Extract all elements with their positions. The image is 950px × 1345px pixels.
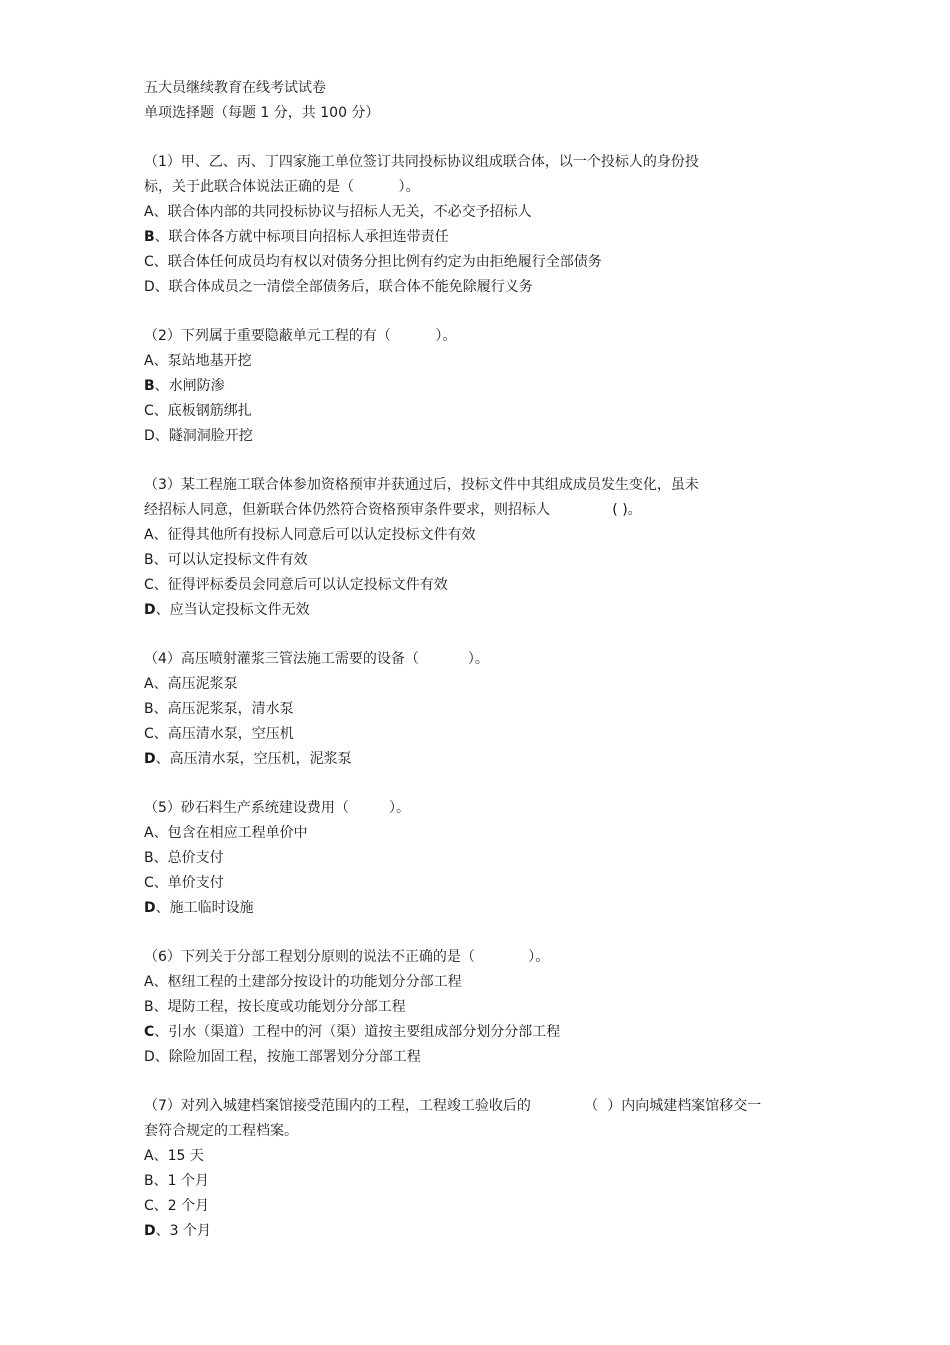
answer-option (144, 871, 804, 896)
answer-option (144, 1194, 804, 1219)
option-text: 高压泥浆泵，清水泵 (167, 701, 294, 717)
option-separator: 、 (153, 825, 168, 841)
document-title: 五大员继续教育在线考试试卷 (144, 80, 326, 96)
option-text: 高压泥浆泵 (167, 676, 238, 692)
option-text: 3 个月 (169, 1223, 211, 1239)
answer-option (144, 200, 804, 225)
option-separator: 、 (154, 428, 169, 444)
answer-option (144, 250, 804, 275)
option-separator: 、 (153, 875, 168, 891)
option-letter: D (144, 900, 156, 916)
answer-option (144, 995, 804, 1020)
option-separator: 、 (155, 751, 170, 767)
option-letter: D (144, 751, 156, 767)
option-letter: C (144, 726, 154, 742)
option-separator: 、 (154, 378, 169, 394)
option-separator: 、 (153, 726, 168, 742)
option-separator: 、 (153, 974, 168, 990)
option-text: 高压清水泵，空压机，泥浆泵 (169, 751, 352, 767)
exam-page (144, 76, 804, 1244)
option-text: 2 个月 (167, 1198, 210, 1214)
option-letter: C (144, 403, 154, 419)
question-block (144, 324, 804, 449)
question-stem: （2）下列属于重要隐蔽单元工程的有（ ）。 (144, 328, 457, 344)
answer-option (144, 697, 804, 722)
question-stem: （4）高压喷射灌浆三管法施工需要的设备（ ）。 (144, 651, 489, 667)
option-separator: 、 (153, 676, 168, 692)
question-stem: （1）甲、乙、丙、丁四家施工单位签订共同投标协议组成联合体，以一个投标人的身份投 标，关于此联合体说法正确的是（ ）。 (144, 154, 699, 195)
answer-option (144, 896, 804, 921)
option-text: 水闸防渗 (168, 378, 225, 394)
question-stem: （7）对列入城建档案馆接受范围内的工程，工程竣工验收后的 （ ）内向城建档案馆移交一 套符合规定的工程档案。 (144, 1098, 762, 1139)
option-letter: A (144, 676, 154, 692)
question-stem: （5）砂石料生产系统建设费用（ ）。 (144, 800, 410, 816)
option-text: 泵站地基开挖 (167, 353, 252, 369)
option-letter: C (144, 875, 154, 891)
answer-option (144, 1169, 804, 1194)
option-separator: 、 (153, 701, 168, 717)
answer-option (144, 1045, 804, 1070)
question-block (144, 945, 804, 1070)
option-separator: 、 (153, 254, 168, 270)
option-letter: A (144, 825, 154, 841)
answer-option (144, 374, 804, 399)
option-separator: 、 (153, 1198, 168, 1214)
option-separator: 、 (153, 403, 168, 419)
option-separator: 、 (153, 527, 168, 543)
option-separator: 、 (153, 999, 168, 1015)
option-separator: 、 (155, 602, 170, 618)
option-letter: B (144, 1173, 154, 1189)
answer-option (144, 523, 804, 548)
option-letter: B (144, 999, 154, 1015)
answer-option (144, 399, 804, 424)
question-stem: （6）下列关于分部工程划分原则的说法不正确的是（ ）。 (144, 949, 550, 965)
option-text: 引水（渠道）工程中的河（渠）道按主要组成部分划分分部工程 (168, 1024, 561, 1040)
question-block (144, 647, 804, 772)
option-letter: A (144, 1148, 154, 1164)
option-text: 应当认定投标文件无效 (169, 602, 310, 618)
option-text: 枢纽工程的土建部分按设计的功能划分分部工程 (167, 974, 462, 990)
option-separator: 、 (153, 850, 168, 866)
option-text: 征得评标委员会同意后可以认定投标文件有效 (167, 577, 448, 593)
answer-option (144, 573, 804, 598)
answer-option (144, 598, 804, 623)
option-letter: D (144, 1049, 155, 1065)
question-block (144, 150, 804, 300)
option-letter: A (144, 204, 154, 220)
answer-option (144, 275, 804, 300)
option-text: 除险加固工程，按施工部署划分分部工程 (168, 1049, 421, 1065)
question-block (144, 1094, 804, 1244)
option-separator: 、 (153, 204, 168, 220)
question-block (144, 796, 804, 921)
option-letter: A (144, 527, 154, 543)
option-letter: A (144, 353, 154, 369)
option-text: 可以认定投标文件有效 (167, 552, 308, 568)
option-separator: 、 (154, 1049, 169, 1065)
option-text: 包含在相应工程单价中 (167, 825, 308, 841)
option-text: 高压清水泵，空压机 (167, 726, 294, 742)
option-letter: D (144, 602, 156, 618)
option-text: 隧洞洞脸开挖 (168, 428, 253, 444)
option-letter: B (144, 229, 155, 245)
option-letter: D (144, 279, 155, 295)
answer-option (144, 1020, 804, 1045)
option-letter: C (144, 1198, 154, 1214)
answer-option (144, 672, 804, 697)
option-separator: 、 (153, 577, 168, 593)
option-separator: 、 (154, 1024, 169, 1040)
option-separator: 、 (154, 279, 169, 295)
answer-option (144, 1144, 804, 1169)
option-letter: A (144, 974, 154, 990)
question-block (144, 473, 804, 623)
option-text: 堤防工程，按长度或功能划分分部工程 (167, 999, 406, 1015)
answer-option (144, 349, 804, 374)
question-stem: （3）某工程施工联合体参加资格预审并获通过后，投标文件中其组成成员发生变化，虽未 经招标人同意，但新联合体仍然符合资格预审条件要求，则招标人 ( )。 (144, 477, 699, 518)
option-separator: 、 (153, 353, 168, 369)
option-text: 施工临时设施 (169, 900, 254, 916)
option-letter: B (144, 552, 154, 568)
section-heading: 单项选择题（每题 1 分，共 100 分） (144, 105, 380, 121)
answer-option (144, 424, 804, 449)
option-letter: B (144, 378, 155, 394)
answer-option (144, 846, 804, 871)
answer-option (144, 225, 804, 250)
answer-option (144, 722, 804, 747)
option-text: 单价支付 (167, 875, 224, 891)
option-text: 联合体各方就中标项目向招标人承担连带责任 (168, 229, 449, 245)
answer-option (144, 747, 804, 772)
option-separator: 、 (155, 900, 170, 916)
option-letter: C (144, 577, 154, 593)
option-text: 征得其他所有投标人同意后可以认定投标文件有效 (167, 527, 476, 543)
option-separator: 、 (153, 1173, 168, 1189)
option-text: 15 天 (167, 1148, 204, 1164)
option-letter: B (144, 701, 154, 717)
option-letter: D (144, 428, 155, 444)
option-separator: 、 (153, 552, 168, 568)
answer-option (144, 970, 804, 995)
option-text: 联合体成员之一清偿全部债务后，联合体不能免除履行义务 (168, 279, 533, 295)
option-text: 联合体内部的共同投标协议与招标人无关，不必交予招标人 (167, 204, 532, 220)
option-text: 总价支付 (167, 850, 224, 866)
answer-option (144, 1219, 804, 1244)
question-list (144, 150, 804, 1244)
option-separator: 、 (153, 1148, 168, 1164)
option-letter: D (144, 1223, 156, 1239)
option-letter: C (144, 1024, 155, 1040)
option-text: 底板钢筋绑扎 (167, 403, 252, 419)
option-text: 1 个月 (167, 1173, 209, 1189)
option-letter: B (144, 850, 154, 866)
option-separator: 、 (154, 229, 169, 245)
option-text: 联合体任何成员均有权以对债务分担比例有约定为由拒绝履行全部债务 (167, 254, 602, 270)
answer-option (144, 548, 804, 573)
answer-option (144, 821, 804, 846)
option-letter: C (144, 254, 154, 270)
option-separator: 、 (155, 1223, 170, 1239)
